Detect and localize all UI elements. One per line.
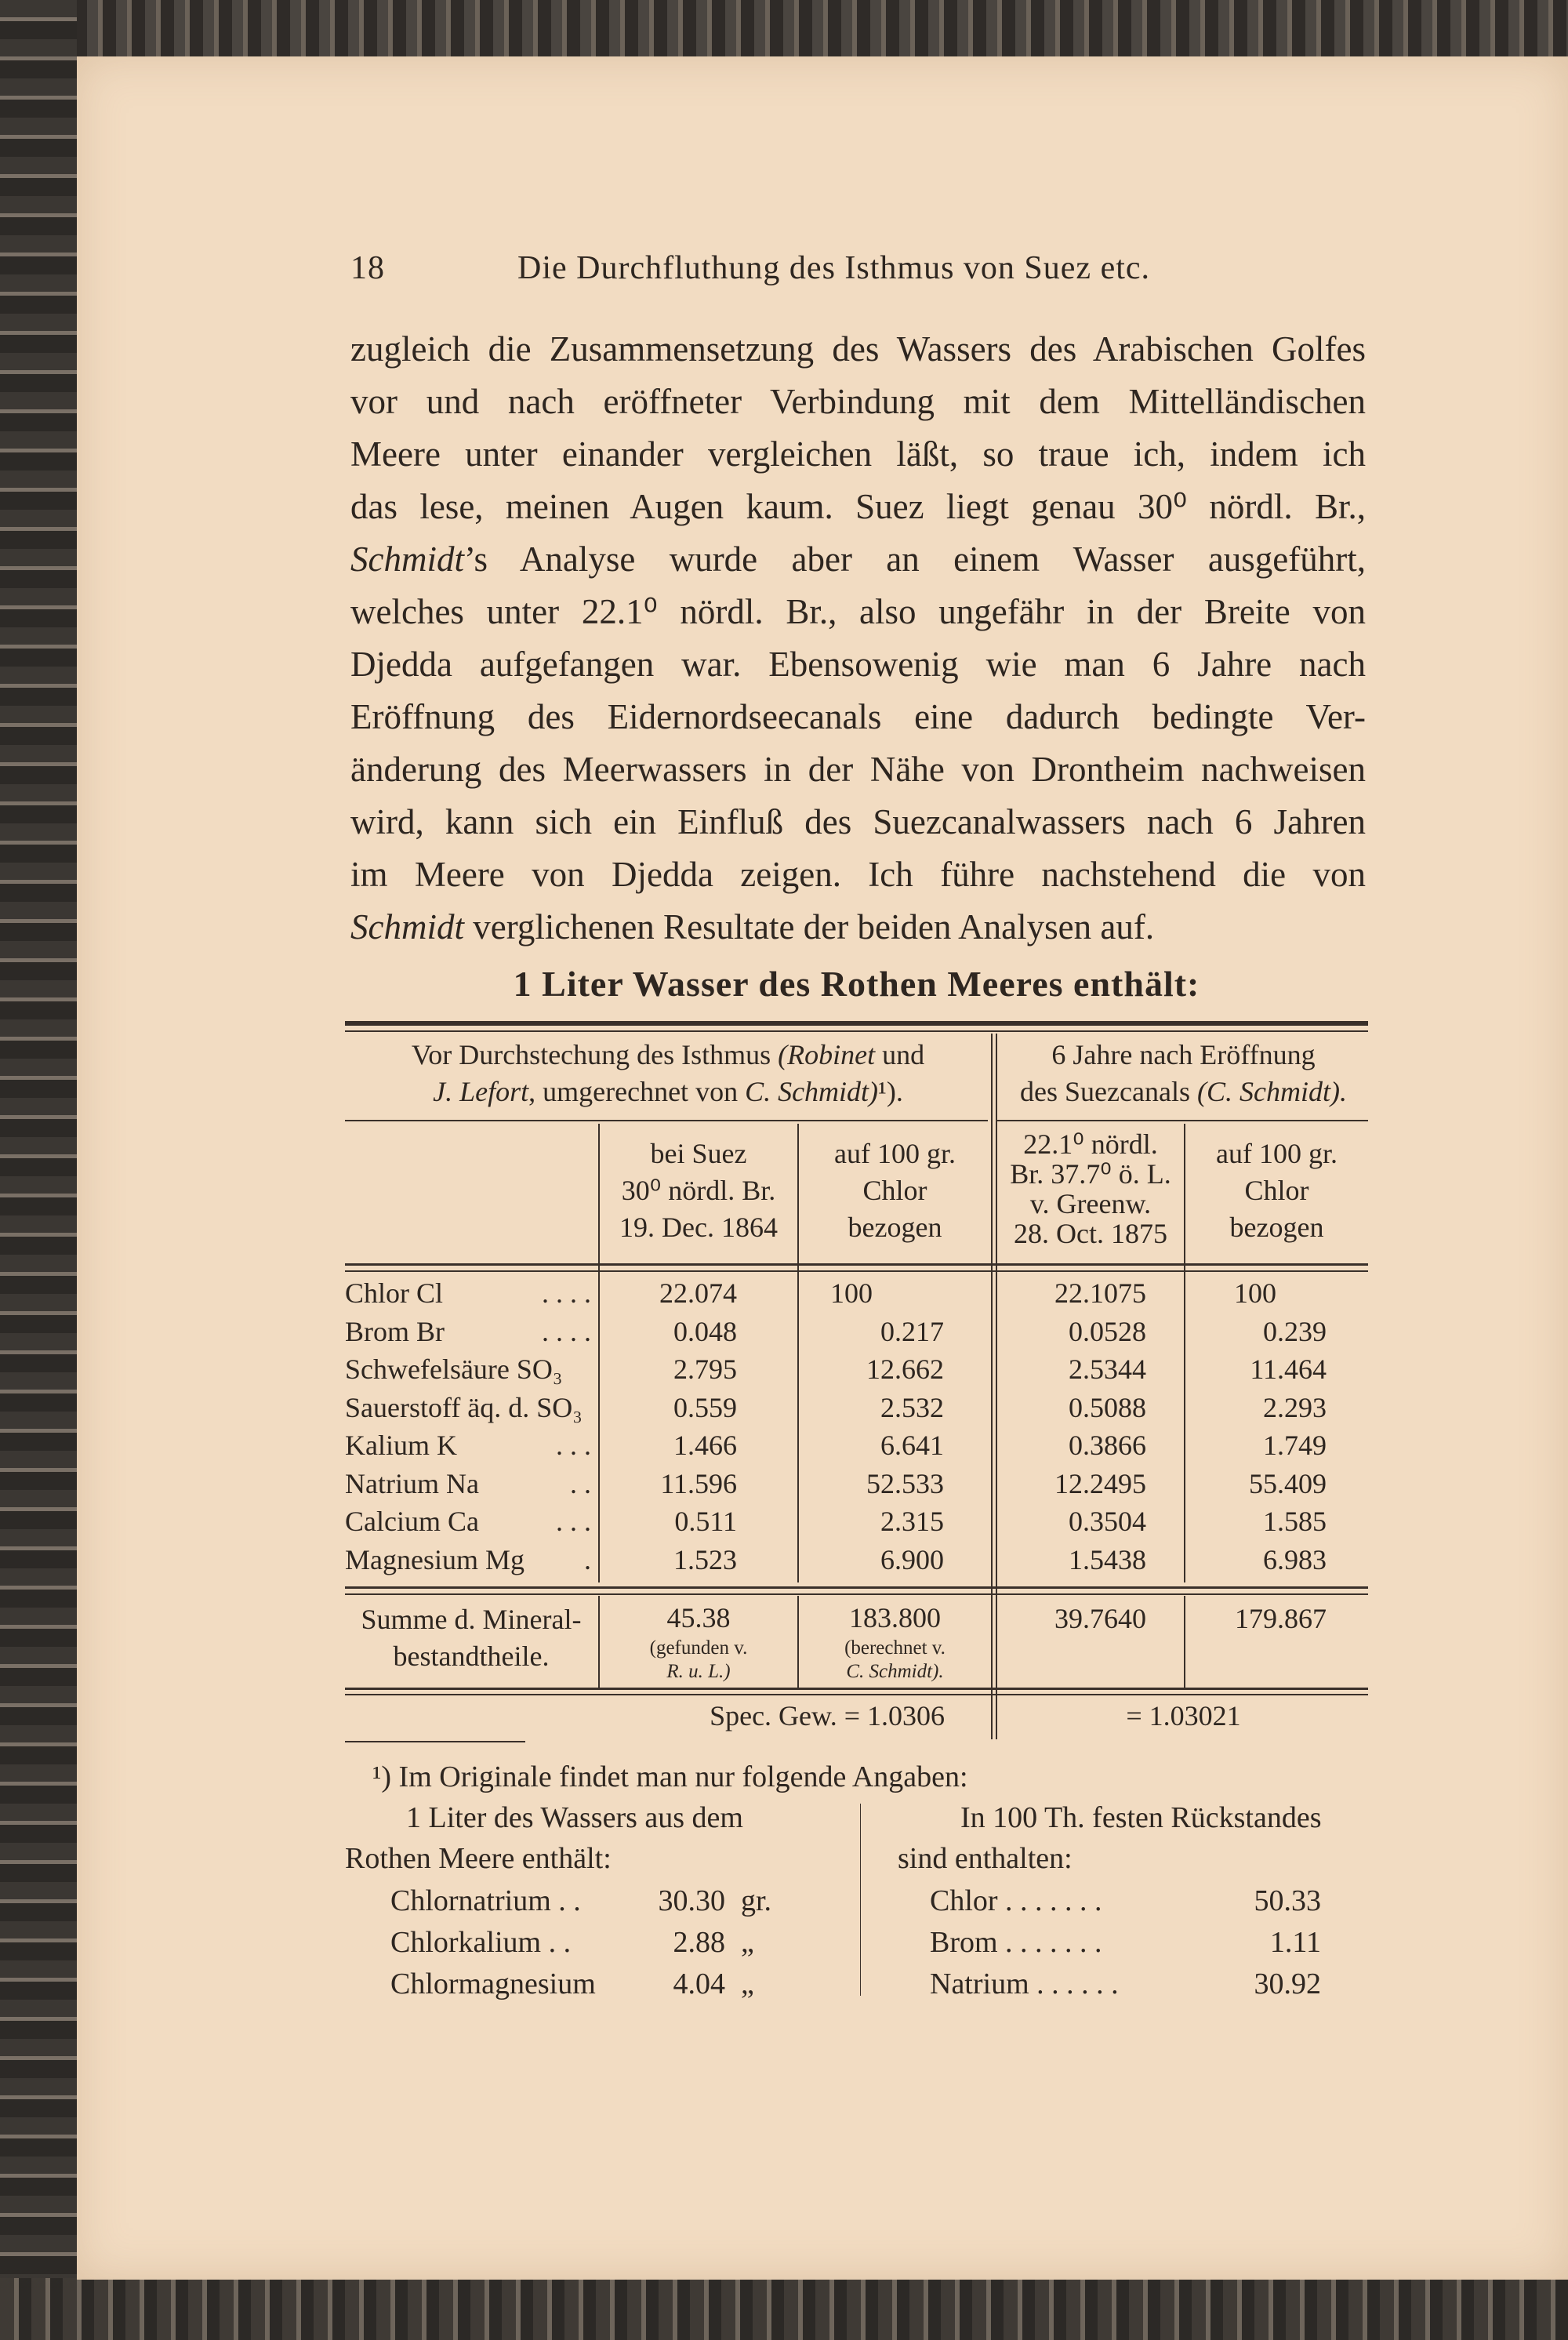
author-name: Schmidt xyxy=(350,540,464,579)
leader-dots: . xyxy=(584,1543,591,1575)
paragraph-line xyxy=(350,376,1366,428)
paragraph-line xyxy=(350,848,1366,901)
book-cover-left xyxy=(0,0,77,2340)
row-label xyxy=(345,1465,597,1502)
text-segment: ’s Analyse wurde aber an einem Wasser ausgeführt, xyxy=(463,540,1366,579)
cell-value: 0.048 xyxy=(673,1315,737,1347)
leader-dots: . . . xyxy=(556,1430,591,1461)
page-number: 18 xyxy=(350,250,385,286)
specific-gravity-before: Spec. Gew. = 1.0306 xyxy=(710,1700,945,1731)
footnote-item-value: 30.92 xyxy=(1254,1968,1321,2000)
footnote-item-name: Brom . . . . . . . xyxy=(930,1926,1102,1959)
text-segment: Djedda aufgefangen war. Ebensowenig wie man 6 Jahre nach xyxy=(350,645,1366,684)
table-title: 1 Liter Wasser des Rothen Meeres enthält: xyxy=(513,964,1200,1004)
footnote-left-heading-2: Rothen Meere enthält: xyxy=(345,1842,612,1875)
footnote-item-unit: „ xyxy=(741,1968,754,2000)
sum-after-per-chlor: 179.867 xyxy=(1235,1603,1327,1634)
column-header-line: v. Greenw. xyxy=(1029,1188,1152,1219)
cell-value: 52.533 xyxy=(866,1467,944,1499)
element-name: Brom Br xyxy=(345,1315,445,1347)
row-label xyxy=(345,1502,597,1540)
footnote-item-name: Chlornatrium . . xyxy=(390,1884,581,1917)
footnote-item-value: 2.88 xyxy=(673,1926,725,1959)
author-name: Schmidt xyxy=(350,907,464,947)
footnote-item-name: Chlor . . . . . . . xyxy=(930,1884,1102,1917)
column-header-line: Chlor xyxy=(862,1175,927,1206)
cell-value: 2.532 xyxy=(880,1391,944,1423)
cell-value: 0.5088 xyxy=(1069,1391,1146,1423)
cell-value: 0.217 xyxy=(880,1315,944,1347)
footnote-item-name: Chlormagnesium xyxy=(390,1968,596,2000)
row-label xyxy=(345,1313,597,1350)
text-segment: vor und nach eröffneter Verbindung mit dem Mittelländischen xyxy=(350,382,1366,421)
cell-value: 11.596 xyxy=(660,1467,737,1499)
paragraph-line xyxy=(350,691,1366,743)
cell-value: 11.464 xyxy=(1250,1353,1327,1385)
cell-value: 0.511 xyxy=(674,1506,737,1537)
cell-value: 0.3866 xyxy=(1069,1430,1146,1461)
footnote-item-value: 1.11 xyxy=(1269,1926,1321,1959)
footnote-item-name: Chlorkalium . . xyxy=(390,1926,572,1959)
running-title: Die Durchfluthung des Isthmus von Suez etc. xyxy=(517,250,1151,286)
cell-value: 0.3504 xyxy=(1069,1506,1146,1537)
column-header xyxy=(799,1135,991,1246)
column-header xyxy=(1185,1135,1368,1246)
column-header-line: 22.1⁰ nördl. xyxy=(1023,1128,1158,1160)
row-label xyxy=(345,1274,597,1312)
column-header-line: 30⁰ nördl. Br. xyxy=(621,1175,776,1206)
footnote-rule xyxy=(345,1741,525,1742)
cell-value: 6.641 xyxy=(880,1430,944,1461)
column-header-line: bezogen xyxy=(848,1212,942,1243)
cell-value: 12.2495 xyxy=(1054,1467,1146,1499)
text-segment: änderung des Meerwassers in der Nähe von Drontheim nachweisen xyxy=(350,750,1366,789)
paragraph-line xyxy=(350,428,1366,481)
sum-before: 45.38 (gefunden v. R. u. L.) xyxy=(649,1602,748,1682)
row-label xyxy=(345,1389,597,1426)
paragraph-line xyxy=(350,901,1272,954)
cell-value: 22.1075 xyxy=(1054,1277,1146,1309)
element-name: Natrium Na xyxy=(345,1467,479,1499)
leader-dots: . . . xyxy=(556,1506,591,1537)
element-name: Magnesium Mg xyxy=(345,1543,524,1575)
cell-value: 1.749 xyxy=(1263,1430,1327,1461)
footnote-right-heading: In 100 Th. festen Rückstandes xyxy=(960,1801,1322,1834)
text-segment: Meere unter einander vergleichen läßt, so traue ich, indem ich xyxy=(350,434,1366,474)
column-header xyxy=(997,1129,1184,1248)
cell-value: 100 xyxy=(1234,1277,1276,1309)
paragraph-line xyxy=(350,323,1366,376)
element-name: Chlor Cl xyxy=(345,1277,444,1309)
paragraph-line xyxy=(350,481,1366,533)
column-header-line: 28. Oct. 1875 xyxy=(1014,1218,1167,1249)
cell-value: 2.5344 xyxy=(1069,1353,1146,1385)
footnote-item-name: Natrium . . . . . . xyxy=(930,1968,1119,2000)
sum-before-per-chlor: 183.800 (berechnet v. C. Schmidt). xyxy=(844,1602,946,1682)
cell-value: 2.315 xyxy=(880,1506,944,1537)
paragraph-line xyxy=(350,638,1366,691)
text-segment: verglichenen Resultate der beiden Analysen auf. xyxy=(463,907,1155,947)
footnote-item-unit: „ xyxy=(741,1926,754,1959)
paragraph-line xyxy=(350,796,1366,848)
footnote-right-heading-2: sind enthalten: xyxy=(898,1842,1073,1875)
column-header-line: 19. Dec. 1864 xyxy=(619,1212,778,1243)
text-segment: im Meere von Djedda zeigen. Ich führe nachstehend die von xyxy=(350,855,1366,894)
footnote-item-unit: gr. xyxy=(741,1884,772,1917)
cell-value: 2.293 xyxy=(1263,1391,1327,1423)
element-name: Calcium Ca xyxy=(345,1506,479,1537)
column-header-line: Chlor xyxy=(1244,1175,1309,1206)
paragraph-line xyxy=(350,533,1366,586)
group-header-after: 6 Jahre nach Eröffnung des Suezcanals (C. Schmidt). xyxy=(1020,1039,1347,1107)
text-segment: Eröffnung des Eidernordseecanals eine dadurch bedingte Ver- xyxy=(350,697,1366,736)
footnote-item-value: 4.04 xyxy=(673,1968,725,2000)
paragraph-line xyxy=(350,743,1366,796)
sum-after: 39.7640 xyxy=(1054,1603,1146,1634)
leader-dots: . . . . xyxy=(542,1277,591,1309)
cell-value: 6.983 xyxy=(1263,1543,1327,1575)
element-name: Kalium K xyxy=(345,1430,457,1461)
cell-value: 2.795 xyxy=(673,1353,737,1385)
footnote-item-value: 50.33 xyxy=(1254,1884,1321,1917)
column-header-line: bezogen xyxy=(1229,1212,1324,1243)
cell-value: 12.662 xyxy=(866,1353,944,1385)
cell-value: 1.5438 xyxy=(1069,1543,1146,1575)
text-segment: zugleich die Zusammensetzung des Wassers des Arabischen Golfes xyxy=(350,329,1366,369)
sum-label: Summe d. Mineral- bestandtheile. xyxy=(361,1604,582,1672)
paragraph-line xyxy=(350,586,1366,638)
cell-value: 0.239 xyxy=(1263,1315,1327,1347)
element-name: Schwefelsäure SO₃ xyxy=(345,1353,563,1385)
element-name: Sauerstoff äq. d. SO₃ xyxy=(345,1391,583,1423)
leader-dots: . . xyxy=(570,1467,591,1499)
column-header-line: Br. 37.7⁰ ö. L. xyxy=(1010,1158,1171,1190)
leader-dots: . . . . xyxy=(542,1315,591,1347)
group-header-before: Vor Durchstechung des Isthmus (Robinet und J. Lefort, umgerechnet von C. Schmidt)¹). xyxy=(411,1039,925,1107)
cell-value: 22.074 xyxy=(659,1277,737,1309)
row-label xyxy=(345,1426,597,1464)
cell-value: 0.0528 xyxy=(1069,1315,1146,1347)
footnote-item-value: 30.30 xyxy=(658,1884,725,1917)
cell-value: 55.409 xyxy=(1249,1467,1327,1499)
column-header xyxy=(600,1135,797,1246)
row-label xyxy=(345,1350,597,1388)
column-header-line: bei Suez xyxy=(650,1138,747,1169)
cell-value: 0.559 xyxy=(673,1391,737,1423)
text-segment: welches unter 22.1⁰ nördl. Br., also ungefähr in der Breite von xyxy=(350,592,1366,631)
specific-gravity-after: = 1.03021 xyxy=(1126,1700,1241,1731)
cell-value: 1.585 xyxy=(1263,1506,1327,1537)
footnote-left-heading: 1 Liter des Wassers aus dem xyxy=(406,1801,743,1834)
body-paragraph xyxy=(350,323,1366,954)
column-header-line: auf 100 gr. xyxy=(834,1138,956,1169)
cell-value: 1.523 xyxy=(673,1543,737,1575)
cell-value: 6.900 xyxy=(880,1543,944,1575)
book-cover-top xyxy=(0,0,1568,59)
cell-value: 100 xyxy=(830,1277,873,1309)
footnote-intro: ¹) Im Originale findet man nur folgende Angaben: xyxy=(372,1760,968,1793)
row-label xyxy=(345,1541,597,1579)
text-segment: das lese, meinen Augen kaum. Suez liegt genau 30⁰ nördl. Br., xyxy=(350,487,1366,526)
text-segment: wird, kann sich ein Einfluß des Suezcanalwassers nach 6 Jahren xyxy=(350,802,1366,841)
column-header-line: auf 100 gr. xyxy=(1216,1138,1338,1169)
cell-value: 1.466 xyxy=(673,1430,737,1461)
book-cover-bottom xyxy=(0,2278,1568,2340)
